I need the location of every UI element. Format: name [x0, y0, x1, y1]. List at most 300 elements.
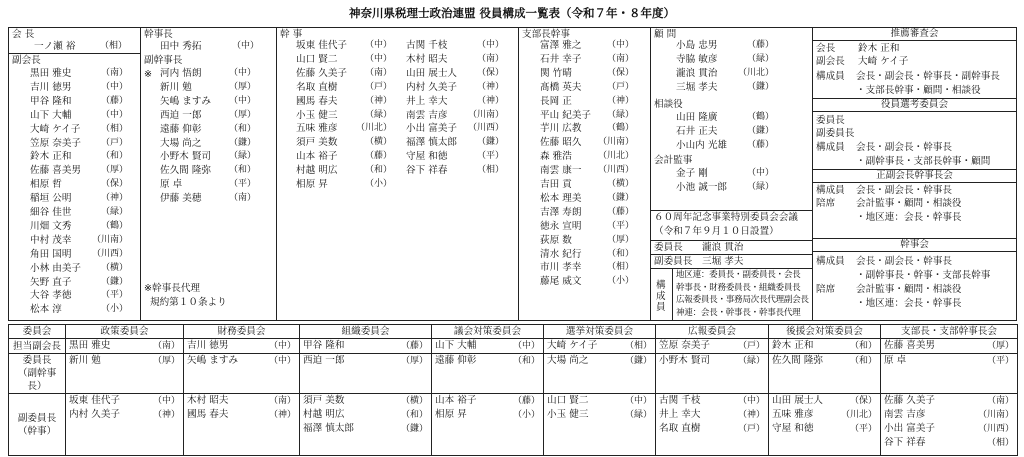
- committee-member: 五味 雅彦 （川北）: [772, 409, 877, 420]
- committee-cell: [656, 339, 769, 354]
- secretary-branch: （神）: [476, 95, 504, 106]
- secretary-branch: （戸）: [364, 81, 392, 92]
- acting-note: ※幹事長代理: [144, 283, 201, 294]
- secretary-name: 井上 幸大: [406, 95, 448, 107]
- committee-member: 井上 幸大 （神）: [659, 409, 765, 420]
- committee-header: 政策委員会: [66, 325, 184, 339]
- vice-president-name: 相原 哲: [30, 179, 62, 191]
- sm-observer-label: 陪席: [816, 284, 836, 295]
- committee-member: 佐久間 隆弥 （和）: [772, 355, 877, 366]
- vice-president-branch: （藤）: [100, 95, 128, 106]
- advisor-branch: （鎌）: [746, 81, 774, 92]
- vice-president-name: 山下 大輔: [30, 109, 72, 121]
- branch-head-branch: （保）: [606, 67, 634, 78]
- secretary-row: [296, 55, 392, 69]
- branch-head-row: [540, 208, 634, 222]
- branch-head-name: 髙橋 英夫: [540, 81, 582, 93]
- committee-header: 委員会: [9, 325, 66, 339]
- vice-president-row: [30, 194, 128, 208]
- committee-member: 佐藤 喜美男 （厚）: [884, 340, 1014, 351]
- committee-header: 財務委員会: [184, 325, 300, 339]
- committee-member: 山下 大輔 （中）: [435, 340, 540, 351]
- deputy-secretary-branch: （鎌）: [228, 137, 256, 148]
- branch-head-name: 徳永 宣明: [540, 220, 582, 232]
- branch-head-row: [540, 236, 634, 250]
- secretary-branch: （中）: [364, 53, 392, 64]
- deputy-secretary-name: 遠藤 仰彰: [160, 123, 202, 135]
- branch-head-branch: （小）: [606, 276, 634, 287]
- vice-president-branch: （川西）: [91, 248, 128, 259]
- committee-member: 笠原 奈美子 （戸）: [659, 340, 765, 351]
- vice-president-name: 角田 国明: [30, 248, 72, 260]
- branch-head-branch: （平）: [606, 220, 634, 231]
- committee-member: 木村 昭夫 （南）: [187, 395, 296, 406]
- committee-member: 南雲 吉彦 （川南）: [884, 409, 1014, 420]
- secretary-branch: （神）: [364, 95, 392, 106]
- vice-president-row: [30, 250, 128, 264]
- secretary-row: [406, 83, 504, 97]
- branch-head-row: [540, 222, 634, 236]
- branch-head-name: 石井 幸子: [540, 53, 582, 65]
- committee-cell: [184, 394, 300, 456]
- deputy-secretary-branch: （和）: [228, 165, 256, 176]
- vice-president-branch: （戸）: [100, 137, 128, 148]
- anniversary-member-line: 地区連：委員長・副委員長・会長: [676, 270, 801, 280]
- deputy-secretary-branch: （平）: [228, 179, 256, 190]
- committee-member: 相原 昇 （小）: [435, 409, 540, 420]
- committee-member: 國馬 春夫 （神）: [187, 409, 296, 420]
- auditor-name: 小池 誠一郎: [676, 181, 728, 193]
- secretary-name: 福澤 慎太郎: [406, 137, 458, 149]
- anniversary-member-line: 幹事長・財務委員長・組織委員長: [676, 282, 801, 293]
- sel-members-label: 構成員: [816, 142, 845, 153]
- committee-cell: [656, 394, 769, 456]
- secretary-branch: （和）: [364, 165, 392, 176]
- deputy-secretary-header: 副幹事長: [144, 55, 183, 66]
- committee-member: 大場 尚之 （鎌）: [547, 355, 652, 366]
- secretary-name: 小玉 健三: [296, 109, 338, 121]
- committee-member: 古関 千枝 （中）: [659, 395, 765, 406]
- branch-head-row: [540, 194, 634, 208]
- committee-header: 選挙対策委員会: [544, 325, 656, 339]
- branch-head-name: 富澤 雅之: [540, 40, 582, 51]
- secretary-name: 谷下 祥春: [406, 165, 448, 177]
- counselor-name: 石井 正夫: [676, 125, 718, 137]
- secretary-branch: （南）: [476, 53, 504, 64]
- vice-president-name: 佐藤 喜美男: [30, 165, 82, 177]
- secretary-name: 相原 昇: [296, 179, 328, 190]
- committee-header: 広報委員会: [656, 325, 769, 339]
- advisor-branch: （藤）: [746, 40, 774, 50]
- vice-president-branch: （相）: [100, 123, 128, 134]
- committee-cell: [881, 394, 1018, 456]
- vice-president-branch: （和）: [100, 151, 128, 162]
- secretary-general-header: 幹事長: [144, 29, 173, 40]
- vice-president-row: [30, 305, 128, 319]
- branch-head-name: 長岡 正: [540, 95, 572, 107]
- deputy-secretary-name: 小野木 賢司: [160, 151, 212, 163]
- deputy-secretary-branch: （厚）: [228, 81, 256, 92]
- committee-member: 守屋 和徳 （平）: [772, 423, 877, 434]
- secretary-name: 五味 雅彦: [296, 123, 338, 135]
- secretary-row: [406, 69, 504, 83]
- secretary-branch: （保）: [476, 67, 504, 78]
- branch-head-branch: （横）: [606, 179, 634, 189]
- branch-head-row: [540, 69, 634, 83]
- branch-head-branch: （和）: [606, 248, 634, 259]
- rec-members-label: 構成員: [816, 71, 845, 82]
- counselor-branch: （鶴）: [746, 112, 774, 122]
- secretary-branch: （緑）: [364, 109, 392, 120]
- branch-head-row: [540, 277, 634, 291]
- vice-president-row: [30, 97, 128, 111]
- vice-president-row: [30, 222, 128, 236]
- counselor-name: 山田 隆廣: [676, 112, 718, 123]
- vice-president-branch: （南）: [100, 68, 128, 78]
- sel-chair-label: 委員長: [816, 115, 845, 126]
- secretary-branch: （南）: [364, 67, 392, 78]
- committee-member: 吉川 徳男 （中）: [187, 340, 296, 351]
- exec-observer-label: 陪席: [816, 198, 836, 209]
- acting-note-rule: 規約第１０条より: [150, 297, 227, 308]
- secretary-name: 内村 久美子: [406, 81, 458, 93]
- vice-president-row: [30, 264, 128, 278]
- secretary-branch: （川北）: [355, 123, 392, 134]
- deputy-secretary-name: 西迫 一郎: [160, 109, 202, 121]
- branch-head-row: [540, 41, 634, 55]
- vice-president-name: 大崎 ケイ子: [30, 123, 81, 135]
- secretary-branch: （川西）: [467, 123, 504, 134]
- committee-cell: [300, 354, 432, 394]
- deputy-secretary-name: 新川 勉: [160, 81, 192, 93]
- branch-head-name: 関 竹晴: [540, 67, 572, 79]
- committee-member: 山田 展士人 （保）: [772, 395, 877, 406]
- vice-president-name: 吉川 徳男: [30, 81, 72, 93]
- committee-cell: [544, 354, 656, 394]
- vice-president-name: 中村 茂幸: [30, 234, 72, 246]
- advisor-row: [676, 55, 774, 69]
- advisor-row: [676, 69, 774, 83]
- branch-head-branch: （厚）: [606, 234, 634, 245]
- committee-member: 小野木 賢司 （緑）: [659, 355, 765, 366]
- branch-head-header: 支部長幹事: [522, 29, 570, 40]
- vice-president-branch: （中）: [100, 109, 128, 120]
- branch-head-branch: （鎌）: [606, 192, 634, 203]
- secretary-row: [406, 55, 504, 69]
- vice-president-branch: （平）: [100, 290, 128, 301]
- committee-cell: [184, 354, 300, 394]
- sel-members-2: ・副幹事長・支部長幹事・顧問: [856, 156, 991, 167]
- selection-committee-header: 役員選考委員会: [812, 98, 1017, 112]
- secretary-name: 木村 昭夫: [406, 53, 448, 65]
- committee-header: 議会対策委員会: [432, 325, 544, 339]
- branch-head-name: 芋川 広教: [540, 123, 582, 135]
- counselor-name: 小山内 光雄: [676, 139, 728, 151]
- secretary-row: [296, 180, 392, 194]
- branch-head-name: 森 雅浩: [540, 151, 572, 163]
- advisor-row: [676, 83, 774, 97]
- branch-head-row: [540, 166, 634, 180]
- branch-head-branch: （神）: [606, 95, 634, 106]
- exec-observer-2: ・地区連：会長・幹事長: [856, 212, 962, 223]
- committee-member: 名取 直樹 （戸）: [659, 423, 765, 434]
- secretary-name: 坂東 佳代子: [296, 40, 348, 51]
- branch-head-name: 吉田 貢: [540, 179, 572, 190]
- secretary-name: 小出 富美子: [406, 123, 458, 135]
- deputy-secretary-branch: （緑）: [228, 151, 256, 162]
- branch-head-name: 平山 紀美子: [540, 109, 592, 121]
- sm-members-1: 会長・副会長・幹事長: [856, 256, 952, 267]
- rec-chair: 鈴木 正和: [858, 43, 900, 54]
- sm-observer-1: 会計監事・顧問・相談役: [856, 284, 962, 295]
- secretary-name: 須戸 美数: [296, 137, 338, 149]
- deputy-secretary-branch: （中）: [228, 68, 256, 78]
- advisor-header: 顧 問: [654, 29, 677, 40]
- deputy-secretary-name: 佐久間 隆弥: [160, 165, 212, 177]
- deputy-secretary-name: 河内 悟朗: [160, 68, 202, 79]
- rec-members-2: ・支部長幹事・顧問・相談役: [856, 85, 981, 96]
- secretary-row: [296, 166, 392, 180]
- committee-member: 矢嶋 ますみ （中）: [187, 355, 296, 366]
- secretary-branch: （藤）: [364, 151, 392, 162]
- branch-head-branch: （緑）: [606, 109, 634, 120]
- committee-cell: [544, 394, 656, 456]
- vice-president-name: 笠原 奈美子: [30, 137, 82, 149]
- secretary-name: 山田 展士人: [406, 67, 458, 79]
- vice-president-name: 細谷 佳世: [30, 207, 72, 218]
- branch-head-name: 市川 孝幸: [540, 262, 582, 274]
- president-name: 一ノ瀬 裕: [34, 41, 76, 52]
- secretary-branch: （川南）: [467, 109, 504, 120]
- rec-vice: 大崎 ケイ子: [858, 56, 909, 67]
- committee-cell: [769, 394, 881, 456]
- deputy-secretary-row: [160, 69, 256, 83]
- committee-member: 村越 明広 （和）: [303, 409, 428, 420]
- auditor-header: 会計監事: [654, 155, 693, 166]
- deputy-secretary-row: [160, 83, 256, 97]
- secretary-row: [296, 41, 392, 55]
- branch-head-branch: （川南）: [597, 137, 634, 148]
- secretary-row: [296, 69, 392, 83]
- anniversary-vice-label: 副委員長: [654, 256, 693, 267]
- sm-observer-2: ・地区連：会長・幹事長: [856, 298, 962, 309]
- deputy-secretary-branch: （中）: [228, 95, 256, 106]
- branch-head-name: 荻原 数: [540, 234, 572, 246]
- committee-cell: [769, 354, 881, 394]
- row-label-vice: 副委員長 （幹事）: [9, 394, 66, 456]
- committee-cell: [881, 339, 1018, 354]
- vice-president-name: 大谷 孝徳: [30, 290, 72, 302]
- deputy-secretary-row: [160, 125, 256, 139]
- committee-cell: [769, 339, 881, 354]
- committee-cell: [66, 354, 184, 394]
- anniversary-chair: 瀧浪 貫治: [702, 242, 744, 253]
- president-header: 会 長: [12, 29, 35, 40]
- deputy-secretary-row: [160, 111, 256, 125]
- committee-member: 山本 裕子 （藤）: [435, 395, 540, 406]
- committee-cell: [432, 354, 544, 394]
- secretary-row: [406, 97, 504, 111]
- recommendation-board-header: 推薦審査会: [812, 27, 1017, 41]
- branch-head-branch: （南）: [606, 53, 634, 64]
- auditor-row: [676, 183, 774, 197]
- vice-president-row: [30, 69, 128, 83]
- secretary-branch: （中）: [364, 40, 392, 50]
- rec-vice-label: 副会長: [816, 56, 845, 67]
- advisor-name: 三堀 孝夫: [676, 81, 718, 93]
- branch-head-row: [540, 55, 634, 69]
- committee-member: 佐藤 久美子 （南）: [884, 395, 1014, 406]
- secretary-name: 守屋 和徳: [406, 151, 448, 163]
- committee-cell: [300, 339, 432, 354]
- anniversary-member-line: 神連：会長・幹事長・幹事長代理: [676, 307, 801, 318]
- secretary-row: [406, 41, 504, 55]
- sel-members-1: 会長・副会長・幹事長: [856, 142, 952, 153]
- committee-member: 新川 勉 （厚）: [69, 355, 180, 366]
- deputy-secretary-name: 矢嶋 ますみ: [160, 95, 212, 107]
- page-title: 神奈川県税理士政治連盟 役員構成一覧表（令和７年・８年度）: [348, 6, 675, 20]
- acting-mark: ※: [144, 69, 153, 80]
- secretary-name: 山口 賢二: [296, 53, 338, 65]
- vice-president-row: [30, 83, 128, 97]
- secretary-row: [406, 166, 504, 180]
- committee-cell: [656, 354, 769, 394]
- committee-member: 坂東 佳代子 （中）: [69, 395, 180, 406]
- secretary-name: 佐藤 久美子: [296, 67, 348, 79]
- anniversary-member-line: 広報委員長・事務局次長代理副会長: [676, 295, 809, 305]
- branch-head-branch: （川北）: [597, 151, 634, 162]
- committee-member: 山口 賢二 （中）: [547, 395, 652, 406]
- secretary-name: 古関 千枝: [406, 40, 448, 51]
- branch-head-branch: （中）: [606, 40, 634, 50]
- counselor-row: [676, 141, 774, 155]
- branch-head-row: [540, 97, 634, 111]
- exec-meeting-header: 正副会長幹事長会: [812, 169, 1017, 183]
- counselor-row: [676, 127, 774, 141]
- secretary-branch: （小）: [364, 179, 392, 189]
- branch-head-row: [540, 180, 634, 194]
- branch-head-row: [540, 83, 634, 97]
- row-label-vp: 担当副会長: [9, 339, 66, 354]
- committee-cell: [66, 339, 184, 354]
- secretary-branch: （横）: [364, 137, 392, 148]
- president-aff: （相）: [100, 41, 128, 51]
- committee-cell: [432, 394, 544, 456]
- committee-member: 遠藤 仰彰 （和）: [435, 355, 540, 366]
- committee-member: 大崎 ケイ子 （相）: [547, 340, 652, 351]
- vice-president-row: [30, 111, 128, 125]
- secretary-branch: （相）: [476, 165, 504, 176]
- secretary-branch: （平）: [476, 151, 504, 162]
- deputy-secretary-name: 大場 尚之: [160, 137, 202, 149]
- advisor-name: 瀧浪 貫治: [676, 67, 718, 79]
- advisor-branch: （緑）: [746, 53, 774, 64]
- branch-head-name: 吉澤 寿朗: [540, 206, 582, 218]
- vice-president-branch: （保）: [100, 179, 128, 190]
- secretary-branch: （鎌）: [476, 137, 504, 148]
- row-label-chair: 委員長 （副幹事長）: [9, 354, 66, 394]
- auditor-name: 金子 剛: [676, 168, 708, 179]
- committee-member: 内村 久美子 （神）: [69, 409, 180, 420]
- deputy-secretary-name: 原 卓: [160, 179, 183, 191]
- anniversary-vice: 三堀 孝夫: [702, 256, 744, 267]
- committee-cell: [432, 339, 544, 354]
- deputy-secretary-branch: （南）: [228, 193, 256, 204]
- committee-member: 黒田 雅史 （南）: [69, 340, 180, 351]
- sm-members-2: ・副幹事長・幹事・支部長幹事: [856, 270, 991, 281]
- secretary-name: 名取 直樹: [296, 81, 338, 93]
- vice-president-branch: （小）: [100, 304, 128, 315]
- deputy-secretary-row: [160, 194, 256, 208]
- secretary-row: [296, 83, 392, 97]
- rec-chair-label: 会長: [816, 43, 836, 54]
- branch-head-branch: （藤）: [606, 206, 634, 217]
- vice-president-name: 矢野 直子: [30, 276, 72, 288]
- committee-table: [8, 324, 1018, 456]
- advisor-name: 小島 忠男: [676, 40, 718, 51]
- counselor-row: [676, 113, 774, 127]
- vice-president-name: 甲谷 隆和: [30, 95, 72, 107]
- vice-president-header: 副会長: [12, 55, 41, 66]
- advisor-row: [676, 41, 774, 55]
- secretary-name: 山本 裕子: [296, 151, 338, 163]
- vice-president-name: 松本 淳: [30, 304, 62, 316]
- rec-members-1: 会長・副会長・幹事長・副幹事長: [856, 71, 1000, 82]
- vice-president-name: 黒田 雅史: [30, 68, 72, 79]
- vice-president-branch: （鶴）: [100, 220, 128, 231]
- committee-member: 原 卓 （平）: [884, 355, 1014, 366]
- committee-member: 小出 富美子 （川西）: [884, 423, 1014, 434]
- vice-president-row: [30, 208, 128, 222]
- vice-president-branch: （神）: [100, 193, 128, 204]
- anniversary-date: （令和７年９月１０日設置）: [654, 226, 779, 237]
- committee-header: 後援会対策委員会: [769, 325, 881, 339]
- secretary-header: 幹 事: [280, 29, 303, 40]
- sm-members-label: 構成員: [816, 256, 845, 267]
- committee-header: 組織委員会: [300, 325, 432, 339]
- committee-cell: [300, 394, 432, 456]
- branch-head-name: 松本 理美: [540, 192, 582, 204]
- deputy-secretary-branch: （和）: [228, 123, 256, 134]
- branch-head-branch: （戸）: [606, 81, 634, 92]
- anniversary-chair-label: 委員長: [654, 242, 683, 253]
- secretary-general-aff: （中）: [232, 41, 260, 51]
- vice-president-branch: （緑）: [100, 207, 128, 217]
- committee-member: 甲谷 隆和 （藤）: [303, 340, 428, 351]
- secretary-row: [296, 97, 392, 111]
- secretary-name: 村越 明広: [296, 165, 338, 177]
- vice-president-branch: （川南）: [91, 234, 128, 245]
- sel-vice-label: 副委員長: [816, 128, 855, 139]
- committee-cell: [544, 339, 656, 354]
- deputy-secretary-row: [160, 97, 256, 111]
- exec-members: 会長・副会長・幹事長: [856, 185, 952, 196]
- advisor-name: 寺脇 敏彦: [676, 53, 718, 65]
- committee-member: 谷下 祥春 （相）: [884, 437, 1014, 448]
- branch-head-branch: （鶴）: [606, 123, 634, 134]
- counselor-header: 相談役: [654, 99, 683, 110]
- exec-observer-1: 会計監事・顧問・相談役: [856, 198, 962, 209]
- committee-member: 福澤 慎太郎 （鎌）: [303, 423, 428, 434]
- auditor-branch: （緑）: [746, 181, 774, 192]
- branch-head-name: 藤尾 威文: [540, 276, 582, 288]
- vice-president-branch: （横）: [100, 262, 128, 273]
- secretary-name: 南雲 吉彦: [406, 109, 448, 121]
- secretary-general-name: 田中 秀拓: [160, 41, 202, 52]
- committee-header: 支部長・支部幹事長会: [881, 325, 1018, 339]
- vice-president-row: [30, 236, 128, 250]
- committee-member: 須戸 美数 （横）: [303, 395, 428, 406]
